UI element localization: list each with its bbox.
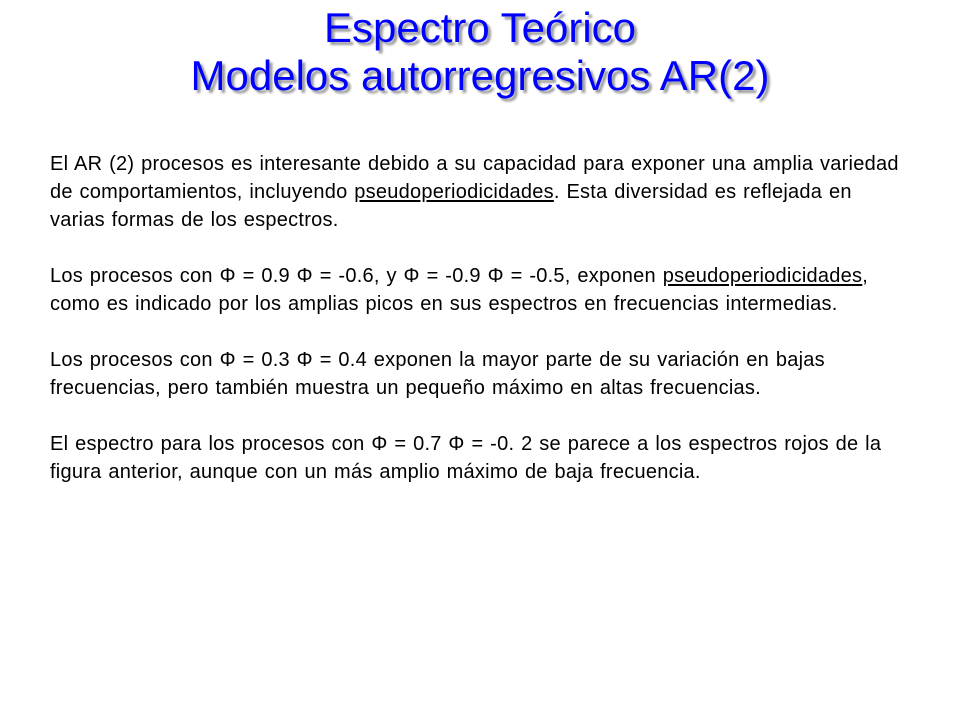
paragraph-4: El espectro para los procesos con Φ = 0.7 Φ = -0. 2 se parece a los espectros rojos de la figura anterior, aunque con un más amplio máximo de baja frecuencia. <box>50 433 882 483</box>
paragraph-3: Los procesos con Φ = 0.3 Φ = 0.4 exponen la mayor parte de su variación en bajas frecuencias, pero también muestra un pequeño máximo en altas frecuencias. <box>50 349 825 399</box>
slide-title <box>0 4 960 100</box>
paragraph-1 <box>50 150 910 234</box>
paragraph-1-text-b: . Esta diversidad es reflejada en varias formas de los espectros. <box>50 181 852 231</box>
slide-body <box>50 150 910 514</box>
title-line-1: Espectro Teórico <box>323 4 637 51</box>
title-line-2: Modelos autorregresivos AR(2) <box>190 52 770 99</box>
underlined-term: pseudoperiodicidades <box>662 265 863 287</box>
paragraph-2-text-a: Los procesos con Φ = 0.9 Φ = -0.6, y Φ = -0.9 Φ = -0.5, exponen <box>50 265 663 287</box>
paragraph-2 <box>50 262 910 318</box>
paragraph-1-text-a: El AR (2) procesos es interesante debido a su capacidad para exponer una amplia variedad de comportamientos, incluyendo <box>50 153 899 203</box>
paragraph-2-text-b: , como es indicado por los amplias picos en sus espectros en frecuencias intermedias. <box>50 265 869 315</box>
underlined-term: pseudoperiodicidades <box>354 181 554 203</box>
